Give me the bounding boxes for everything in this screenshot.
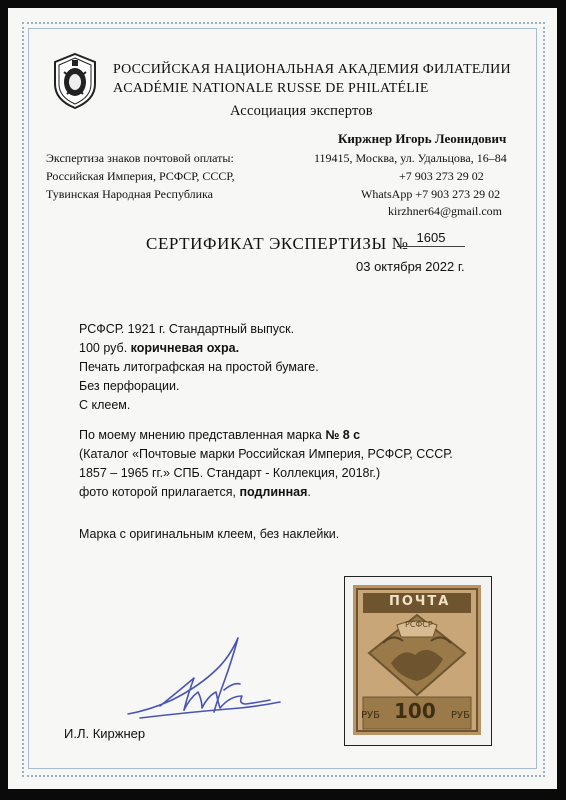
- certificate-date: 03 октября 2022 г.: [356, 259, 465, 274]
- academy-name-ru: РОССИЙСКАЯ НАЦИОНАЛЬНАЯ АКАДЕМИЯ ФИЛАТЕЛИИ: [113, 62, 511, 77]
- stamp-unit-right: РУБ: [451, 710, 470, 721]
- opinion-line-1: По моему мнению представленная марка № 8 с: [79, 428, 361, 442]
- stamp-banner-text: РСФСР: [405, 620, 433, 629]
- stamp-photo: [344, 576, 492, 746]
- scope-line-3: Тувинская Народная Республика: [46, 187, 214, 201]
- description-line-2: 100 руб. коричневая охра.: [79, 341, 240, 355]
- certificate-sheet: [8, 8, 557, 789]
- expert-email: kirzhner64@gmail.com: [388, 204, 503, 218]
- stamp-value: 100: [394, 699, 436, 723]
- stamp-unit-left: РУБ: [361, 710, 380, 721]
- certificate-title: СЕРТИФИКАТ ЭКСПЕРТИЗЫ №: [146, 234, 409, 253]
- signer-name: И.Л. Киржнер: [64, 726, 146, 741]
- expert-name: Киржнер Игорь Леонидович: [338, 131, 507, 146]
- stamp-top-text: ПОЧТА: [389, 594, 451, 609]
- expert-whatsapp: WhatsApp +7 903 273 29 02: [361, 187, 501, 201]
- expert-address: 119415, Москва, ул. Удальцова, 16–84: [314, 151, 507, 165]
- description-line-4: Без перфорации.: [79, 379, 180, 393]
- expert-phone: +7 903 273 29 02: [399, 169, 484, 183]
- scope-line-1: Экспертиза знаков почтовой оплаты:: [46, 151, 234, 165]
- certificate-number: 1605: [397, 230, 465, 247]
- opinion-line-3: 1857 – 1965 гг.» СПБ. Стандарт - Коллекция, 2018г.): [79, 466, 381, 480]
- scope-line-2: Российская Империя, РСФСР, СССР,: [46, 169, 235, 183]
- handwritten-signature: [120, 630, 290, 730]
- opinion-line-4: фото которой прилагается, подлинная.: [79, 485, 311, 499]
- description-line-1: РСФСР. 1921 г. Стандартный выпуск.: [79, 322, 295, 336]
- association-name: Ассоциация экспертов: [230, 103, 373, 119]
- description-line-5: С клеем.: [79, 398, 131, 412]
- note-text: Марка с оригинальным клеем, без наклейки.: [79, 527, 340, 541]
- academy-emblem-icon: [49, 52, 101, 110]
- description-line-3: Печать литографская на простой бумаге.: [79, 360, 319, 374]
- opinion-line-2: (Каталог «Почтовые марки Российская Империя, РСФСР, СССР.: [79, 447, 453, 461]
- academy-name-fr: ACADÉMIE NATIONALE RUSSE DE PHILATÉLIE: [113, 81, 429, 96]
